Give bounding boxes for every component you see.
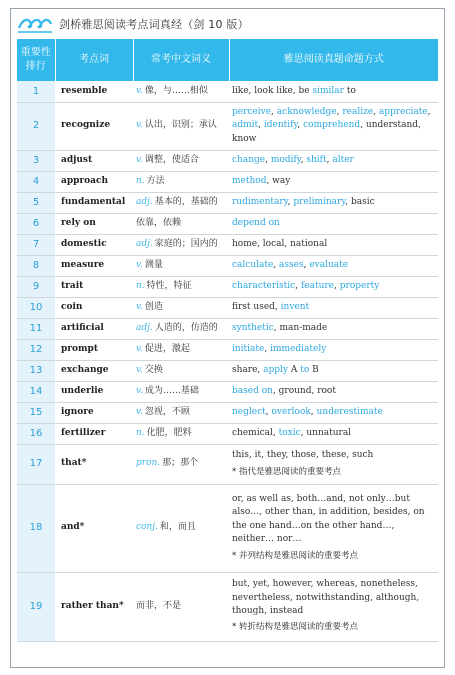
highlighted-term: overlook — [271, 406, 311, 417]
table-row — [17, 318, 438, 339]
example-text: , man-made — [273, 322, 328, 333]
meaning-text: 依靠，依赖 — [136, 217, 182, 228]
examples-text — [232, 322, 435, 335]
keyword-cell: coin — [55, 297, 133, 318]
examples-text — [232, 217, 435, 230]
meaning-cell — [133, 102, 229, 150]
example-text: , — [326, 154, 333, 165]
example-text: , — [258, 120, 264, 131]
meaning-cell — [133, 572, 229, 641]
highlighted-term: underestimate — [316, 406, 383, 417]
keyword-cell: trait — [55, 276, 133, 297]
examples-cell — [229, 572, 438, 641]
highlighted-term: apply — [263, 364, 288, 375]
highlighted-term: depend on — [232, 217, 280, 228]
table-row — [17, 572, 438, 641]
highlighted-term: feature — [300, 280, 335, 291]
meaning-cell — [133, 339, 229, 360]
highlighted-term: evaluate — [309, 259, 349, 270]
keyword-cell: approach — [55, 171, 133, 192]
table-row — [17, 234, 438, 255]
part-of-speech: conj. — [136, 522, 158, 533]
page-header — [11, 9, 444, 39]
meaning-cell — [133, 150, 229, 171]
rank-cell: 4 — [17, 171, 55, 192]
highlighted-term: toxic — [278, 427, 301, 438]
meaning-cell — [133, 171, 229, 192]
highlighted-term: acknowledge — [276, 106, 337, 117]
examples-cell — [229, 297, 438, 318]
meaning-cell — [133, 381, 229, 402]
example-text: this, it, they, those, these, such — [232, 450, 374, 461]
exam-note: * 指代是雅思阅读的重要考点 — [232, 466, 341, 477]
table-row — [17, 171, 438, 192]
highlighted-term: method — [232, 175, 267, 186]
column-header-examples: 雅思阅读真题命题方式 — [229, 39, 438, 81]
examples-text — [232, 578, 435, 618]
book-title: 剑桥雅思阅读考点词真经（剑 10 版） — [59, 18, 249, 31]
examples-cell — [229, 444, 438, 484]
examples-cell — [229, 484, 438, 572]
examples-text — [232, 364, 435, 377]
examples-cell — [229, 234, 438, 255]
keyword-cell: exchange — [55, 360, 133, 381]
highlighted-term: realize — [342, 106, 374, 117]
example-text: , way — [266, 175, 291, 186]
meaning-text: 忽视，不顾 — [144, 406, 190, 417]
highlighted-term: characteristic — [232, 280, 296, 291]
example-text: , — [271, 106, 277, 117]
table-row — [17, 339, 438, 360]
rank-cell: 11 — [17, 318, 55, 339]
highlighted-term: perceive — [232, 106, 272, 117]
meaning-text: 调整，使适合 — [144, 154, 199, 165]
examples-cell — [229, 255, 438, 276]
part-of-speech: n. — [136, 427, 145, 438]
highlighted-term: modify — [270, 154, 301, 165]
highlighted-term: immediately — [270, 343, 327, 354]
rank-cell: 16 — [17, 423, 55, 444]
highlighted-term: preliminary — [293, 196, 346, 207]
meaning-text: 测量 — [144, 259, 163, 270]
part-of-speech: v. — [136, 120, 143, 131]
examples-text — [232, 85, 435, 98]
meaning-text: 家庭的；国内的 — [154, 238, 218, 249]
examples-cell — [229, 171, 438, 192]
highlighted-term: identify — [263, 120, 298, 131]
example-text: chemical, — [232, 427, 279, 438]
keyword-cell: artificial — [55, 318, 133, 339]
meaning-cell — [133, 234, 229, 255]
example-text: B — [309, 364, 319, 375]
rank-cell: 5 — [17, 192, 55, 213]
examples-cell — [229, 276, 438, 297]
meaning-text: 方法 — [146, 175, 165, 186]
keyword-cell: fundamental — [55, 192, 133, 213]
example-text: to — [343, 85, 356, 96]
table-row — [17, 276, 438, 297]
part-of-speech: v. — [136, 406, 143, 417]
examples-text — [232, 259, 435, 272]
example-text: , understand, know — [232, 120, 421, 144]
wave-logo-icon — [17, 14, 53, 34]
keyword-cell: that* — [55, 444, 133, 484]
exam-note: * 转折结构是雅思阅读的重要考点 — [232, 622, 358, 633]
keyword-cell: prompt — [55, 339, 133, 360]
meaning-text: 人造的，仿造的 — [154, 322, 218, 333]
highlighted-term: invent — [280, 301, 310, 312]
examples-text — [232, 427, 435, 440]
example-text: like, look like, be — [232, 85, 313, 96]
examples-cell — [229, 102, 438, 150]
example-text: , — [303, 259, 310, 270]
examples-cell — [229, 150, 438, 171]
table-row — [17, 192, 438, 213]
part-of-speech: v. — [136, 364, 143, 375]
example-text: , basic — [345, 196, 375, 207]
examples-cell — [229, 381, 438, 402]
meaning-text: 创造 — [144, 301, 163, 312]
example-text: share, — [232, 364, 264, 375]
example-text: , — [373, 106, 379, 117]
example-text: , — [265, 406, 272, 417]
meaning-text: 认出，识别；承认 — [144, 120, 217, 131]
highlighted-term: to — [300, 364, 310, 375]
column-header-rank: 重要性排行 — [17, 39, 55, 81]
table-row — [17, 81, 438, 102]
keyword-cell: adjust — [55, 150, 133, 171]
part-of-speech: n. — [136, 280, 145, 291]
keyword-cell: underlie — [55, 381, 133, 402]
table-row — [17, 423, 438, 444]
example-text: A — [288, 364, 301, 375]
table-row — [17, 381, 438, 402]
examples-cell — [229, 339, 438, 360]
example-text: , — [295, 280, 301, 291]
rank-cell: 3 — [17, 150, 55, 171]
rank-cell: 6 — [17, 213, 55, 234]
meaning-text: 交换 — [144, 364, 163, 375]
column-header-meaning: 常考中文词义 — [133, 39, 229, 81]
column-header-word: 考点词 — [55, 39, 133, 81]
table-row — [17, 297, 438, 318]
keyword-cell: rather than* — [55, 572, 133, 641]
meaning-cell — [133, 484, 229, 572]
meaning-text: 那；那个 — [162, 458, 199, 469]
highlighted-term: initiate — [232, 343, 265, 354]
meaning-text: 特性，特征 — [146, 280, 192, 291]
meaning-cell — [133, 402, 229, 423]
examples-cell — [229, 423, 438, 444]
example-text: , — [334, 280, 340, 291]
keyword-cell: recognize — [55, 102, 133, 150]
highlighted-term: shift — [306, 154, 327, 165]
example-text: first used, — [232, 301, 281, 312]
meaning-text: 化肥，肥料 — [146, 427, 192, 438]
meaning-text: 和，而且 — [159, 522, 196, 533]
example-text: , — [265, 154, 271, 165]
part-of-speech: v. — [136, 85, 143, 96]
meaning-text: 像，与……相似 — [144, 85, 208, 96]
example-text: , — [427, 106, 431, 117]
examples-text — [232, 301, 435, 314]
table-row — [17, 402, 438, 423]
highlighted-term: based on — [232, 385, 273, 396]
meaning-cell — [133, 192, 229, 213]
example-text: , unnatural — [300, 427, 352, 438]
rank-cell: 18 — [17, 484, 55, 572]
exam-note: * 并列结构是雅思阅读的重要考点 — [232, 550, 358, 561]
highlighted-term: change — [232, 154, 266, 165]
examples-text — [232, 280, 435, 293]
rank-cell: 15 — [17, 402, 55, 423]
meaning-cell — [133, 423, 229, 444]
meaning-cell — [133, 360, 229, 381]
keyword-cell: and* — [55, 484, 133, 572]
meaning-text: 成为……基础 — [144, 385, 199, 396]
example-text: , — [273, 259, 280, 270]
rank-cell: 14 — [17, 381, 55, 402]
keyword-cell: rely on — [55, 213, 133, 234]
rank-cell: 1 — [17, 81, 55, 102]
rank-cell: 2 — [17, 102, 55, 150]
example-text: , — [310, 406, 317, 417]
example-text: , — [300, 154, 307, 165]
example-text: , — [264, 343, 271, 354]
meaning-text: 基本的，基础的 — [154, 196, 218, 207]
example-text: , — [336, 106, 343, 117]
rank-cell: 17 — [17, 444, 55, 484]
example-text: , — [287, 196, 294, 207]
examples-text — [232, 406, 435, 419]
examples-cell — [229, 360, 438, 381]
examples-cell — [229, 402, 438, 423]
meaning-cell — [133, 255, 229, 276]
meaning-cell — [133, 276, 229, 297]
rank-cell: 12 — [17, 339, 55, 360]
rank-cell: 7 — [17, 234, 55, 255]
examples-cell — [229, 213, 438, 234]
highlighted-term: property — [339, 280, 380, 291]
example-text: , — [297, 120, 304, 131]
table-row — [17, 150, 438, 171]
table-row — [17, 484, 438, 572]
meaning-cell — [133, 318, 229, 339]
examples-text — [232, 106, 435, 146]
examples-cell — [229, 81, 438, 102]
rank-cell: 8 — [17, 255, 55, 276]
table-body — [17, 81, 438, 641]
part-of-speech: pron. — [136, 458, 161, 469]
example-text: but, yet, however, whereas, nonetheless, nevertheless, notwithstanding, although, though, instead — [232, 579, 420, 616]
highlighted-term: calculate — [232, 259, 274, 270]
part-of-speech: v. — [136, 154, 143, 165]
keyword-cell: resemble — [55, 81, 133, 102]
part-of-speech: adj. — [136, 322, 153, 333]
rank-cell: 13 — [17, 360, 55, 381]
examples-text — [232, 154, 435, 167]
highlighted-term: rudimentary — [232, 196, 288, 207]
meaning-text: 而非，不是 — [136, 600, 182, 611]
part-of-speech: n. — [136, 175, 145, 186]
examples-text — [232, 196, 435, 209]
examples-text — [232, 238, 435, 251]
examples-text — [232, 175, 435, 188]
part-of-speech: v. — [136, 385, 143, 396]
part-of-speech: adj. — [136, 196, 153, 207]
table-row — [17, 213, 438, 234]
meaning-cell — [133, 81, 229, 102]
highlighted-term: synthetic — [232, 322, 274, 333]
highlighted-term: admit — [232, 120, 259, 131]
part-of-speech: v. — [136, 301, 143, 312]
table-header-row — [17, 39, 438, 81]
keyword-cell: ignore — [55, 402, 133, 423]
example-text: , ground, root — [272, 385, 336, 396]
rank-cell: 9 — [17, 276, 55, 297]
meaning-text: 促进，激起 — [144, 343, 190, 354]
rank-cell: 10 — [17, 297, 55, 318]
examples-text — [232, 385, 435, 398]
meaning-cell — [133, 297, 229, 318]
keyword-cell: domestic — [55, 234, 133, 255]
table-row — [17, 360, 438, 381]
examples-cell — [229, 318, 438, 339]
part-of-speech: v. — [136, 259, 143, 270]
table-row — [17, 102, 438, 150]
rank-cell: 19 — [17, 572, 55, 641]
examples-cell — [229, 192, 438, 213]
example-text: or, as well as, both…and, not only…but also…, other than, in addition, besides, on the one hand…on the other hand…, neither… nor… — [232, 493, 425, 545]
highlighted-term: neglect — [232, 406, 266, 417]
meaning-cell — [133, 444, 229, 484]
examples-text — [232, 449, 435, 462]
examples-text — [232, 343, 435, 356]
highlighted-term: asses — [279, 259, 304, 270]
highlighted-term: alter — [332, 154, 354, 165]
example-text: home, local, national — [232, 238, 328, 249]
table-row — [17, 255, 438, 276]
keyword-cell: fertilizer — [55, 423, 133, 444]
highlighted-term: appreciate — [378, 106, 428, 117]
document-page — [10, 8, 445, 668]
vocabulary-table — [17, 39, 438, 642]
meaning-cell — [133, 213, 229, 234]
part-of-speech: v. — [136, 343, 143, 354]
highlighted-term: comprehend — [303, 120, 361, 131]
part-of-speech: adj. — [136, 238, 153, 249]
examples-text — [232, 493, 435, 547]
table-row — [17, 444, 438, 484]
highlighted-term: similar — [312, 85, 344, 96]
keyword-cell: measure — [55, 255, 133, 276]
